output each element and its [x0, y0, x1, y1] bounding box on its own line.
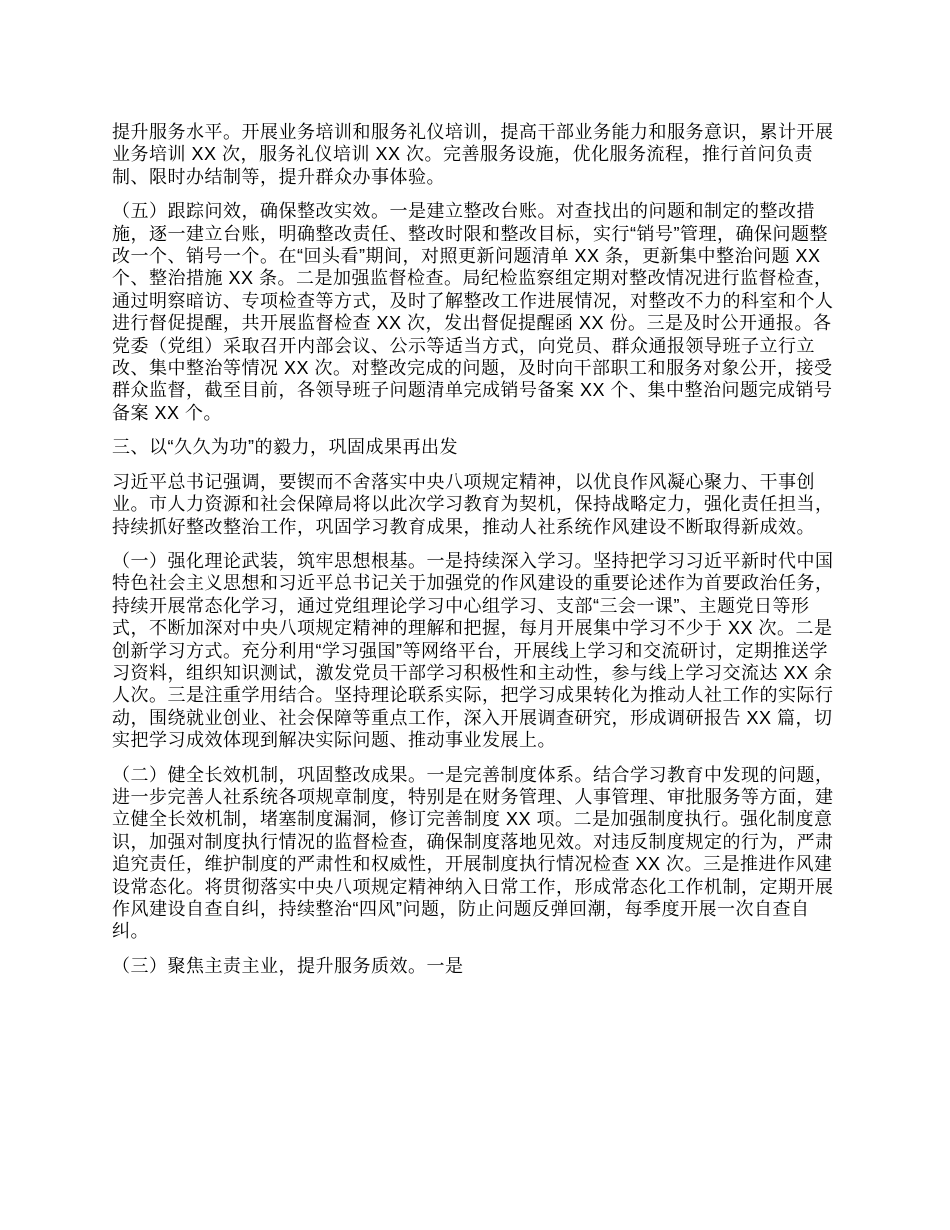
paragraph-item-two-mechanism: （二）健全长效机制，巩固整改成果。一是完善制度体系。结合学习教育中发现的问题，进一步完善人社系统各项规章制度，特别是在财务管理、人事管理、审批服务等方面，建立健全长效机制，堵塞制度漏洞，修订完善制度 XX 项。二是加强制度执行。强化制度意识，加强对制度执行情况的监督检查，确保制度落地见效。对违反制度规定的行为，严肃追究责任，维护制度的严肃性和权威性，开展制度执行情况检查 XX 次。三是推进作风建设常态化。将贯彻落实中央八项规定精神纳入日常工作，形成常态化工作机制，定期开展作风建设自查自纠，持续整治“四风”问题，防止问题反弹回潮，每季度开展一次自查自纠。 — [112, 764, 834, 942]
paragraph-item-one-theory: （一）强化理论武装，筑牢思想根基。一是持续深入学习。坚持把学习习近平新时代中国特色社会主义思想和习近平总书记关于加强党的作风建设的重要论述作为首要政治任务，持续开展常态化学习，通过党组理论学习中心组学习、支部“三会一课”、主题党日等形式，不断加深对中央八项规定精神的理解和把握，每月开展集中学习不少于 XX 次。二是创新学习方式。充分利用“学习强国”等网络平台，开展线上学习和交流研讨，定期推送学习资料，组织知识测试，激发党员干部学习积极性和主动性，参与线上学习交流达 XX 余人次。三是注重学用结合。坚持理论联系实际，把学习成果转化为推动人社工作的实际行动，围绕就业创业、社会保障等重点工作，深入开展调查研究，形成调研报告 XX 篇，切实把学习成效体现到解决实际问题、推动事业发展上。 — [112, 550, 834, 751]
paragraph-section-five-followup: （五）跟踪问效，确保整改实效。一是建立整改台账。对查找出的问题和制定的整改措施，逐一建立台账，明确整改责任、整改时限和整改目标，实行“销号”管理，确保问题整改一个、销号一个。在“回头看”期间，对照更新问题清单 XX 条，更新集中整治问题 XX 个、整治措施 XX 条。二是加强监督检查。局纪检监察组定期对整改情况进行监督检查，通过明察暗访、专项检查等方式，及时了解整改工作进展情况，对整改不力的科室和个人进行督促提醒，共开展监督检查 XX 次，发出督促提醒函 XX 份。三是及时公开通报。各党委（党组）采取召开内部会议、公示等适当方式，向党员、群众通报领导班子立行立改、集中整治等情况 XX 次。对整改完成的问题，及时向干部职工和服务对象公开，接受群众监督，截至目前，各领导班子问题清单完成销号备案 XX 个、集中整治问题完成销号备案 XX 个。 — [112, 201, 834, 423]
section-heading-three: 三、以“久久为功”的毅力，巩固成果再出发 — [112, 437, 458, 458]
paragraph-item-three-service: （三）聚焦主责主业，提升服务质效。一是 — [112, 955, 464, 976]
paragraph-general-secretary-emphasis: 习近平总书记强调，要锲而不舍落实中央八项规定精神，以优良作风凝心聚力、干事创业。市人力资源和社会保障局将以此次学习教育为契机，保持战略定力，强化责任担当，持续抓好整改整治工作，巩固学习教育成果，推动人社系统作风建设不断取得新成效。 — [112, 471, 834, 537]
paragraph-service-improvement: 提升服务水平。开展业务培训和服务礼仪培训，提高干部业务能力和服务意识，累计开展业务培训 XX 次，服务礼仪培训 XX 次。完善服务设施，优化服务流程，推行首问负责制、限时办结制等，提升群众办事体验。 — [112, 122, 834, 187]
document-page — [112, 0, 842, 977]
